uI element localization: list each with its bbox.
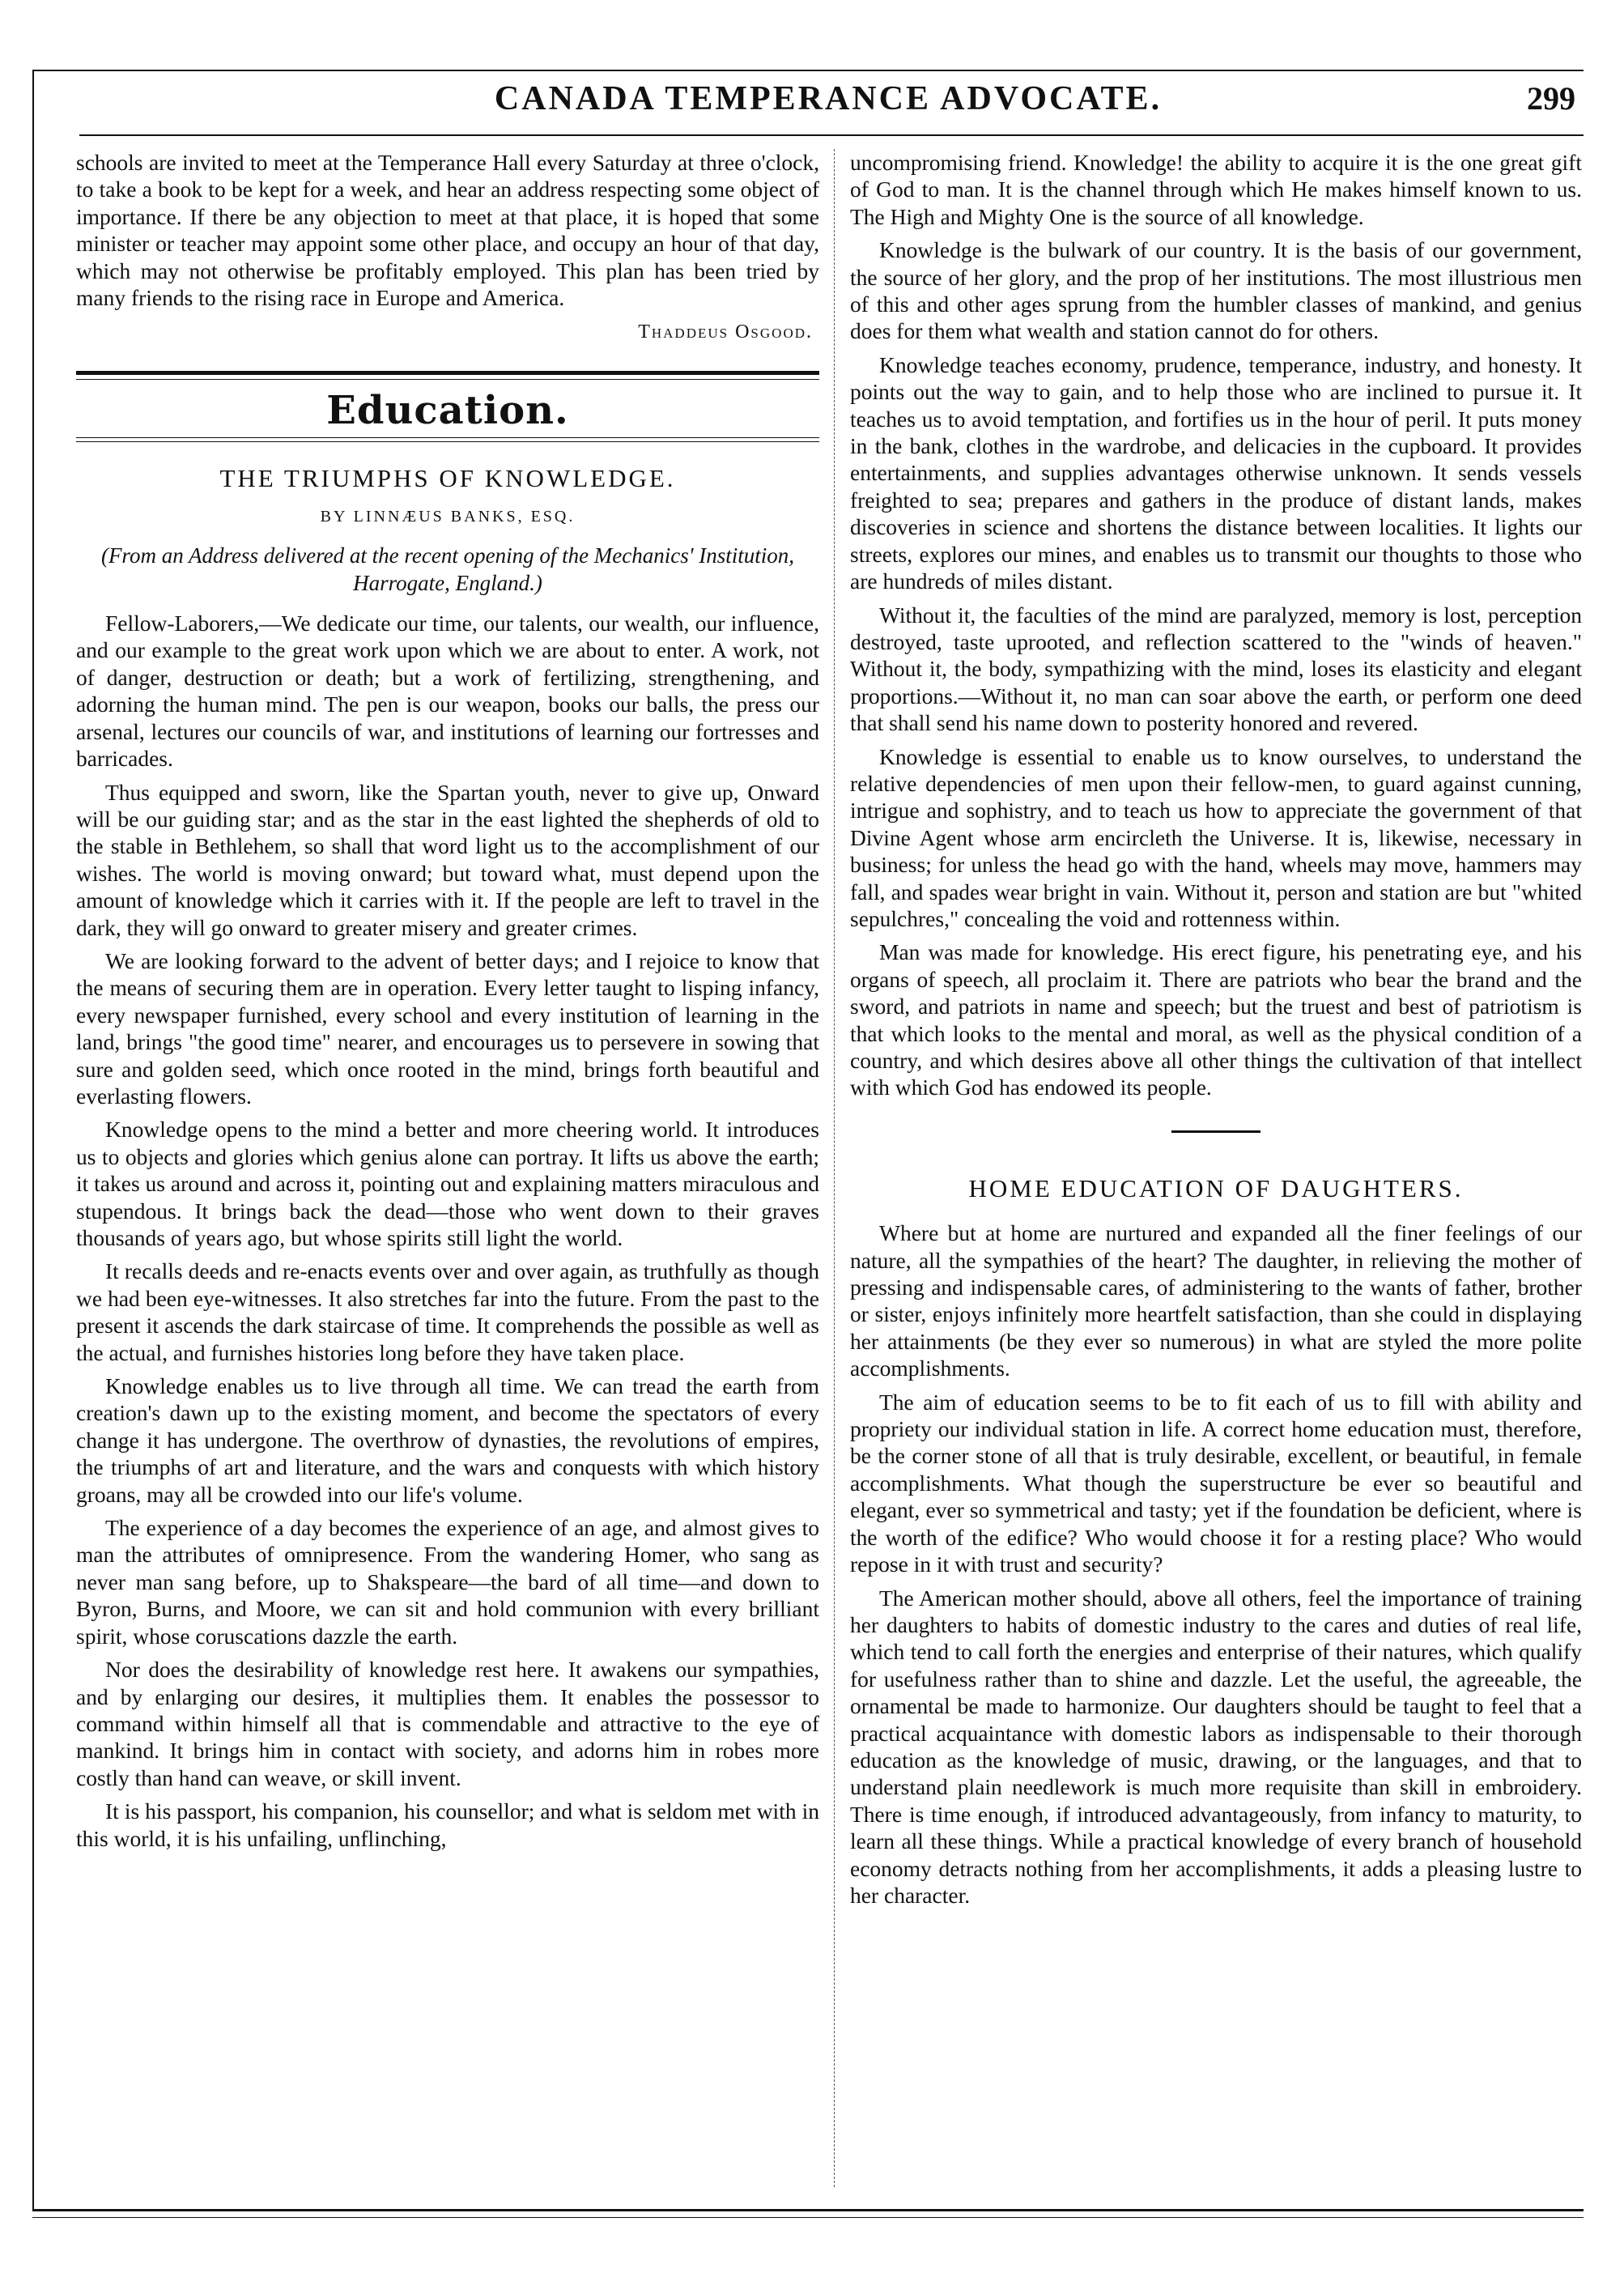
signature: Thaddeus Osgood. <box>638 321 813 343</box>
left-column <box>76 149 819 1858</box>
article-paragraph: It is his passport, his companion, his counsellor; and what is seldom met with in this world, it is his unfailing, unflinching, <box>76 1798 819 1851</box>
header-rule <box>79 134 1584 136</box>
section-rule-thin <box>76 379 819 380</box>
article-paragraph: Man was made for knowledge. His erect figure, his penetrating eye, and his organs of speech, all proclaim it. There are patriots who bear the brand and the sword, and patriots in name and speech; but the truest and best of patriotism is that which looks to the mental and moral, as well as the physical condition of a country, and which desires above all other things the cultivation of that intellect with which God has endowed its people. <box>850 939 1582 1100</box>
article-paragraph: Knowledge opens to the mind a better and more cheering world. It introduces us to objects and glories which genius alone can portray. It lifts us above the earth; it takes us around and across it, pointing out and explaining matters miraculous and stupendous. It brings back the dead—those who went down to their graves thousands of years ago, but whose spirits still light the world. <box>76 1117 820 1250</box>
page-number: 299 <box>1527 80 1575 117</box>
article-paragraph: Fellow-Laborers,—We dedicate our time, our talents, our wealth, our influence, and our example to the great work upon which we are about to enter. A work, not of danger, destruction or death; but a work of fertilizing, strengthening, and adorning the human mind. The pen is our weapon, books our balls, the press our arsenal, lectures our councils of war, and institutions of learning our fortresses and barricades. <box>76 611 819 772</box>
article-paragraph: It recalls deeds and re-enacts events over and over again, as truthfully as though we had been eye-witnesses. It also stretches far into the future. From the past to the present it ascends the dark staircase of time. It comprehends the possible as well as the actual, and furnishes histories long before they have taken place. <box>76 1258 819 1365</box>
article-title: THE TRIUMPHS OF KNOWLEDGE. <box>219 464 676 493</box>
section-heading: Education. <box>326 387 569 433</box>
column-divider <box>834 149 835 2187</box>
source-note: (From an Address delivered at the recent opening of the Mechanics' Institution, Harrogate, England.) <box>100 543 795 596</box>
page-border-top <box>32 70 1584 71</box>
article-paragraph: Thus equipped and sworn, like the Spartan youth, never to give up, Onward will be our guiding star; and as the star in the east lighted the shepherds of old to the stable in Bethlehem, so shall that word light us to the accomplishment of our wishes. The world is moving onward; but toward what, must depend upon the amount of knowledge which it carries with it. If the people are left to travel in the dark, they will go onward to greater misery and greater crimes. <box>76 779 819 940</box>
page-border-bottom <box>32 2209 1584 2211</box>
article-paragraph: Where but at home are nurtured and expanded all the finer feelings of our nature, all the sympathies of the heart? The daughter, in relieving the mother of pressing and indispensable cares, of administering to the wants of father, brother or sister, enjoys infinitely more heartfelt satisfaction, than she could in displaying her attainments (be they ever so numerous) in what are styled the more polite accomplishments. <box>850 1220 1582 1381</box>
newspaper-page <box>32 70 1584 2211</box>
article-separator <box>1171 1130 1261 1133</box>
article-paragraph: Nor does the desirability of knowledge rest here. It awakens our sympathies, and by enlarging our desires, it multiplies them. It enables the possessor to command within himself all that is commendable and attractive to the eye of mankind. It brings him in contact with society, and adorns him in robes more costly than hand can weave, or skill invent. <box>76 1657 819 1790</box>
article-paragraph: Without it, the faculties of the mind are paralyzed, memory is lost, perception destroyed, taste uprooted, and reflection scattered to the "winds of heaven." Without it, the body, sympathizing with the mind, loses its elasticity and elegant proportions.—Without it, no man can soar above the earth, or perform one deed that shall send his name down to posterity honored and revered. <box>850 602 1582 736</box>
byline: BY LINNÆUS BANKS, ESQ. <box>320 507 576 526</box>
article-paragraph: Knowledge is essential to enable us to know ourselves, to understand the relative dependencies of men upon their fellow-men, to guard against cunning, intrigue and sophistry, and to teach us how to appreciate the government of that Divine Agent whose arm encircleth the Universe. It is, likewise, necessary in business; for unless the head go with the hand, wheels may move, hammers may fall, and spades wear bright in vain. Without it, person and station are but "whited sepulchres," concealing the void and rottenness within. <box>850 743 1582 931</box>
continued-paragraph: schools are invited to meet at the Temperance Hall every Saturday at three o'clock, to take a book to be kept for a week, and hear an address respecting some object of importance. If there be any objection to meet at that place, it is hoped that some minister or teacher may appoint some other place, and occupy an hour of that day, which may not otherwise be profitably employed. This plan has been tried by many friends to the rising race in Europe and America. <box>76 150 819 311</box>
page-border-bottom-thin <box>32 2217 1584 2218</box>
article-paragraph: The experience of a day becomes the experience of an age, and almost gives to man the attributes of omnipresence. From the wandering Homer, who sang as never man sang before, up to Shakspeare—the bard of all time—and down to Byron, Burns, and Moore, we can sit and hold communion with every brilliant spirit, whose coruscations dazzle the earth. <box>76 1515 819 1649</box>
right-column <box>850 149 1582 1915</box>
article-paragraph: The American mother should, above all others, feel the importance of training her daughters to habits of domestic industry to the cares and duties of real life, which tend to call forth the energies and enterprise of their natures, which qualify for usefulness rather than to shine and dazzle. Let the useful, the agreeable, the ornamental be made to harmonize. Our daughters should be taught to feel that a practical acquaintance with domestic labors as indispensable to their thorough education as the knowledge of music, drawing, or the languages, and that to understand plain needlework is much more requisite than skill in embroidery. There is time enough, if introduced advantageously, from infancy to maturity, to learn all these things. While a practical knowledge of every branch of household economy detracts nothing from her accomplishments, it adds a pleasing lustre to her character. <box>850 1585 1582 1908</box>
section-rule-double <box>76 441 819 442</box>
article-paragraph: We are looking forward to the advent of better days; and I rejoice to know that the means of securing them are in operation. Every letter taught to lisping infancy, every newspaper furnished, every school and every institution of learning in the land, brings "the good time" nearer, and encourages us to persevere in sowing that sure and golden seed, which once rooted in the mind, brings forth beautiful and everlasting flowers. <box>76 947 819 1109</box>
article-title: HOME EDUCATION OF DAUGHTERS. <box>968 1173 1464 1202</box>
section-rule-double <box>76 437 819 438</box>
section-rule-heavy <box>76 371 819 375</box>
running-title: CANADA TEMPERANCE ADVOCATE. <box>494 80 1163 117</box>
article-paragraph: uncompromising friend. Knowledge! the ability to acquire it is the one great gift of God to man. It is the channel through which He makes himself known to us. The High and Mighty One is the source of all knowledge. <box>850 150 1582 229</box>
article-paragraph: Knowledge is the bulwark of our country. It is the basis of our government, the source of her glory, and the prop of her institutions. The most illustrious men of this and other ages sprung from the humbler classes of mankind, and genius does for them what wealth and station cannot do for others. <box>850 237 1582 344</box>
page-header <box>81 79 1575 130</box>
article-paragraph: The aim of education seems to be to fit each of us to fill with ability and propriety our individual station in life. A correct home education must, therefore, be the corner stone of all that is truly desirable, excellent, or beautiful, in female accomplishments. What though the superstructure be ever so beautiful and elegant, ever so symmetrical and tasty; yet if the foundation be deficient, where is the worth of the edifice? Who would choose it for a resting place? Who would repose in it with trust and security? <box>850 1389 1582 1577</box>
article-paragraph: Knowledge teaches economy, prudence, temperance, industry, and honesty. It points out the way to gain, and to help those who are inclined to pursue it. It teaches us to avoid temptation, and fortifies us in the hour of peril. It puts money in the bank, clothes in the wardrobe, and delicacies in the cupboard. It provides entertainments, and supplies advantages otherwise unknown. It sends vessels freighted to sea; prepares and gathers in the produce of distant lands, makes discoveries in science and shortens the distance between localities. It lights our streets, explores our mines, and enables us to transmit our thoughts to those who are hundreds of miles distant. <box>850 351 1582 594</box>
article-paragraph: Knowledge enables us to live through all time. We can tread the earth from creation's dawn up to the existing moment, and become the spectators of every change it has undergone. The overthrow of dynasties, the revolutions of empires, the triumphs of art and literature, and the wars and conquests with which history groans, may all be crowded into our life's volume. <box>76 1373 819 1507</box>
page-border-left <box>32 70 34 2211</box>
